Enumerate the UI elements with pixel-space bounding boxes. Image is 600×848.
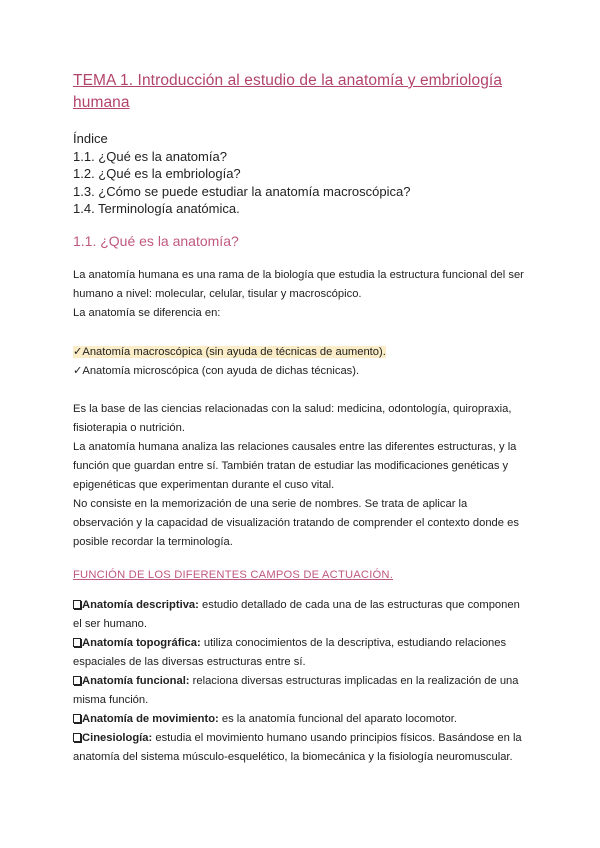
checklist-item (73, 343, 528, 362)
body-text: No consiste en la memorización de una serie de nombres. Se trata de aplicar la observación y la capacidad de visualización tratando de comprender el contexto donde es posible recordar la terminología. (73, 498, 519, 548)
checkbox-bullet-icon (73, 638, 81, 647)
fields-heading: FUNCIÓN DE LOS DIFERENTES CAMPOS DE ACTUACIÓN. (73, 569, 394, 581)
definition-text: es la anatomía funcional del aparato locomotor. (218, 713, 457, 725)
table-of-contents (73, 130, 410, 218)
definition-item (73, 596, 528, 634)
checkbox-bullet-icon (73, 714, 81, 723)
definitions-list (73, 596, 528, 767)
highlighted-item (73, 346, 386, 358)
intro-text: La anatomía humana es una rama de la biología que estudia la estructura funcional del ser humano a nivel: molecular, celular, tisular y macroscópico. (73, 269, 524, 300)
body-text: La anatomía humana analiza las relaciones causales entre las diferentes estructuras, y la función que guardan entre sí. También tratan de estudiar las modificaciones genéticas y epigenéticas que experimentan durante el cuso vital. (73, 441, 517, 491)
body-paragraphs (73, 400, 528, 552)
definition-item (73, 729, 528, 767)
toc-item: 1.3. ¿Cómo se puede estudiar la anatomía macroscópica? (73, 183, 411, 199)
definition-text: utiliza conocimientos de la descriptiva, estudiando relaciones espaciales de las diversas estructuras entre sí. (73, 637, 507, 668)
definition-term: Anatomía de movimiento: (82, 713, 219, 725)
checklist-item-text: Anatomía microscópica (con ayuda de dichas técnicas). (82, 365, 360, 377)
checklist-item (73, 362, 528, 381)
section-heading: 1.1. ¿Qué es la anatomía? (73, 233, 239, 249)
definition-text: relaciona diversas estructuras implicadas en la realización de una misma función. (73, 675, 519, 706)
checkbox-bullet-icon (73, 733, 81, 742)
checkmark-icon: ✓ (73, 346, 83, 358)
intro-paragraph (73, 266, 528, 323)
intro-text-2: La anatomía se diferencia en: (73, 307, 221, 319)
checklist-item-text: Anatomía macroscópica (sin ayuda de técnicas de aumento). (82, 346, 386, 358)
checkbox-bullet-icon (73, 600, 81, 609)
toc-heading: Índice (73, 131, 108, 146)
definition-term: Cinesiología: (82, 732, 153, 744)
checkmark-icon: ✓ (73, 365, 83, 377)
toc-item: 1.1. ¿Qué es la anatomía? (73, 148, 227, 164)
definition-term: Anatomía topográfica: (82, 637, 201, 649)
toc-item: 1.4. Terminología anatómica. (73, 201, 240, 216)
definition-text: estudio detallado de cada una de las estructuras que componen el ser humano. (73, 599, 520, 630)
definition-term: Anatomía descriptiva: (82, 599, 199, 611)
checkbox-bullet-icon (73, 676, 81, 685)
toc-item: 1.2. ¿Qué es la embriología? (73, 166, 241, 181)
body-text: Es la base de las ciencias relacionadas con la salud: medicina, odontología, quiropraxia, fisioterapia o nutrición. (73, 403, 512, 434)
definition-item (73, 672, 528, 710)
definition-item (73, 634, 528, 672)
definition-term: Anatomía funcional: (82, 675, 190, 687)
definition-item (73, 710, 528, 729)
checklist (73, 343, 528, 381)
definition-text: estudia el movimiento humano usando principios físicos. Basándose en la anatomía del sistema músculo-esquelético, la biomecánica y la fisiología neuromuscular. (73, 732, 522, 763)
document-title: TEMA 1. Introducción al estudio de la anatomía y embriología humana (73, 72, 503, 111)
